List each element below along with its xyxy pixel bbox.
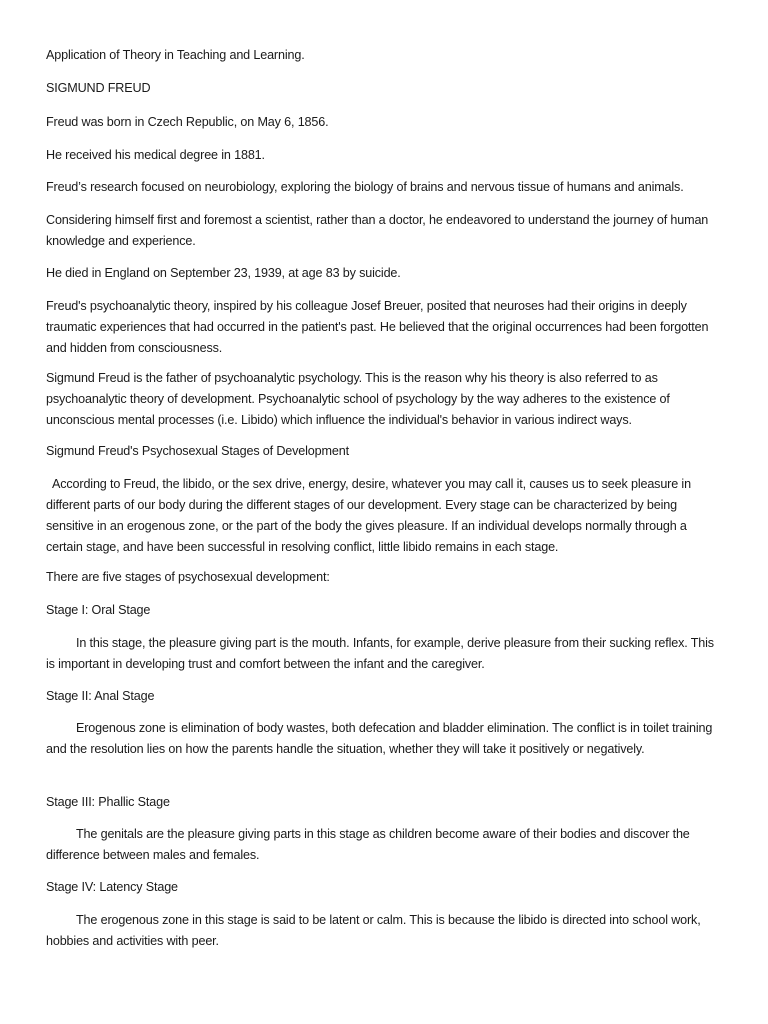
stage-text: Erogenous zone is elimination of body wastes, both defecation and bladder elimination. The conflict is in toilet training and the resolution lies on how the parents handle the situation, whether they will take it positively or negatively. <box>46 721 713 756</box>
stage-title: Stage III: Phallic Stage <box>46 795 170 809</box>
bio-paragraph: Freud’s research focused on neurobiology, exploring the biology of brains and nervous tissue of humans and animals. <box>46 180 684 194</box>
bio-paragraph: Freud was born in Czech Republic, on May 6, 1856. <box>46 115 329 129</box>
bio-paragraph: He received his medical degree in 1881. <box>46 148 265 162</box>
intro-paragraph: According to Freud, the libido, or the sex drive, energy, desire, whatever you may call it, causes us to seek pleasure in different parts of our body during the different stages of our development. Every stage can be characterized by being sensitive in an erogenous zone, or the part of the body the gives pleasure. If an individual develops normally through a certain stage, and have been successful in resolving conflict, little libido remains in each stage. <box>46 477 691 554</box>
bio-paragraph: Considering himself first and foremost a scientist, rather than a doctor, he endeavored to understand the journey of human knowledge and experience. <box>46 213 709 248</box>
section-heading: Sigmund Freud's Psychosexual Stages of Development <box>46 444 349 458</box>
stage-text: In this stage, the pleasure giving part is the mouth. Infants, for example, derive pleasure from their sucking reflex. This is important in developing trust and comfort between the infant and the caregiver. <box>46 636 714 671</box>
stage-text: The erogenous zone in this stage is said to be latent or calm. This is because the libido is directed into school work, hobbies and activities with peer. <box>46 913 701 948</box>
subject-heading: SIGMUND FREUD <box>46 81 151 95</box>
stage-text: The genitals are the pleasure giving parts in this stage as children become aware of their bodies and discover the difference between males and females. <box>46 827 690 862</box>
stage-title: Stage II: Anal Stage <box>46 689 155 703</box>
bio-paragraph: He died in England on September 23, 1939, at age 83 by suicide. <box>46 266 401 280</box>
document-title: Application of Theory in Teaching and Learning. <box>46 48 305 62</box>
stage-title: Stage IV: Latency Stage <box>46 880 178 894</box>
bio-paragraph: Freud's psychoanalytic theory, inspired by his colleague Josef Breuer, posited that neuroses had their origins in deeply traumatic experiences that had occurred in the patient's past. He believed that the original occurrences had been forgotten and hidden from consciousness. <box>46 299 709 355</box>
bio-paragraph: Sigmund Freud is the father of psychoanalytic psychology. This is the reason why his theory is also referred to as psychoanalytic theory of development. Psychoanalytic school of psychology by the way adheres to the existence of unconscious mental processes (i.e. Libido) which influence the individual's behavior in various indirect ways. <box>46 371 670 427</box>
stage-title: Stage I: Oral Stage <box>46 603 151 617</box>
stages-heading: There are five stages of psychosexual development: <box>46 570 330 584</box>
